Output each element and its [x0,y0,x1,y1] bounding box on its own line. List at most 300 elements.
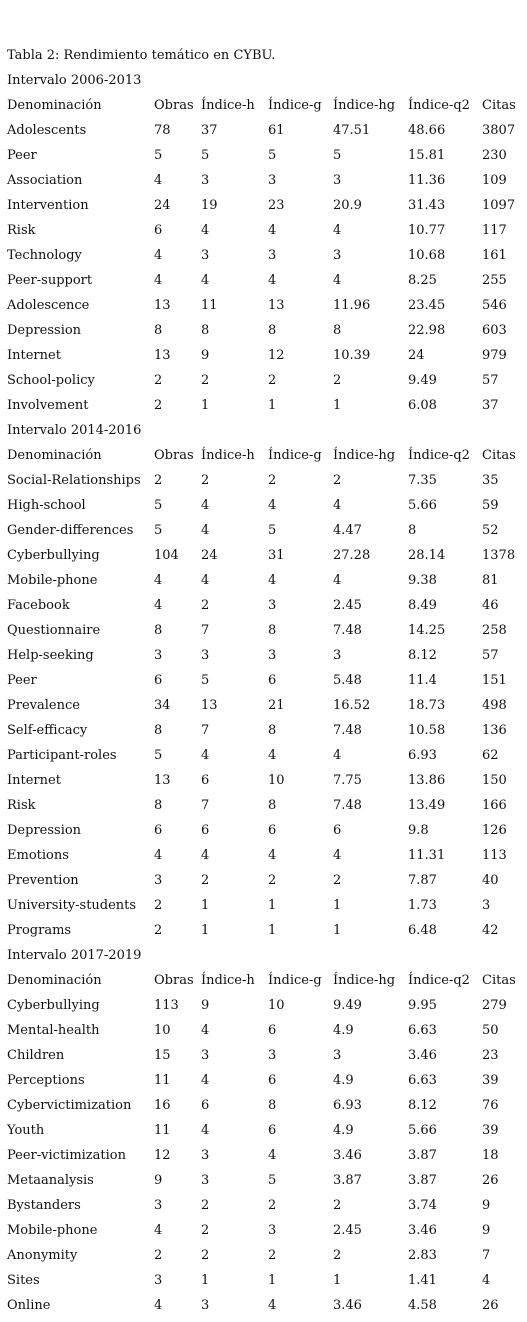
table-cell: 8.49 [408,598,437,613]
header-cell: Citas [482,448,516,463]
table-cell: 3.46 [408,1223,437,1238]
table-cell: 2 [201,598,210,613]
header-cell: Índice-h [201,98,255,113]
table-cell: 18.73 [408,698,446,713]
table-cell: 48.66 [408,123,446,138]
table-cell: 34 [154,698,171,713]
table-cell: 6 [201,773,210,788]
table-cell: 28.14 [408,548,446,563]
table-cell: 11.36 [408,173,446,188]
table-row [0,693,527,718]
table-cell: 4 [333,848,342,863]
table-cell: 9.8 [408,823,429,838]
table-cell: 4 [268,1148,277,1163]
table-cell: 4 [201,1023,210,1038]
table-cell: 3 [201,648,210,663]
table-row [0,1193,527,1218]
table-cell: 8.12 [408,648,437,663]
table-cell: 5 [154,148,163,163]
table-cell: 1 [268,923,277,938]
table-cell: 11.31 [408,848,446,863]
table-cell: 40 [482,873,499,888]
table-cell: University-students [7,898,137,913]
table-cell: 5 [268,148,277,163]
table-cell: 10.77 [408,223,446,238]
table-cell: 4 [268,273,277,288]
table-cell: 8 [268,1098,277,1113]
table-cell: 1.41 [408,1273,437,1288]
table-cell: Peer [7,673,37,688]
table-cell: 4 [201,1073,210,1088]
table-cell: 10.39 [333,348,371,363]
table-cell: 1.73 [408,898,437,913]
table-cell: 2 [154,898,163,913]
table-row [0,293,527,318]
header-cell: Denominación [7,98,102,113]
table-cell: 57 [482,373,499,388]
table-cell: 4 [154,273,163,288]
table-cell: 8.25 [408,273,437,288]
table-cell: 2 [154,473,163,488]
table-cell: Adolescence [7,298,90,313]
table-cell: 46 [482,598,499,613]
table-cell: 13 [154,773,171,788]
table-cell: 31.43 [408,198,446,213]
table-cell: 4 [201,573,210,588]
table-cell: 3 [201,1048,210,1063]
header-cell: Índice-h [201,448,255,463]
table-cell: Risk [7,223,36,238]
table-cell: 4 [154,173,163,188]
table-row [0,818,527,843]
table-cell: 104 [154,548,179,563]
table-cell: Metaanalysis [7,1173,94,1188]
table-cell: 50 [482,1023,499,1038]
table-cell: 5 [201,148,210,163]
table-cell: 13 [201,698,218,713]
table-cell: Depression [7,323,82,338]
table-caption: Tabla 2: Rendimiento temático en CYBU. [7,48,276,63]
table-cell: 4 [268,498,277,513]
table-cell: 1378 [482,548,516,563]
table-cell: 5 [268,1173,277,1188]
table-cell: 279 [482,998,507,1013]
table-cell: 12 [268,348,285,363]
table-cell: 3 [154,1198,163,1213]
table-cell: 3.46 [333,1148,362,1163]
table-cell: 11.96 [333,298,371,313]
header-cell: Índice-hg [333,98,396,113]
table-cell: 4 [154,573,163,588]
table-cell: 39 [482,1073,499,1088]
table-cell: 24 [408,348,425,363]
table-cell: School-policy [7,373,95,388]
table-cell: 47.51 [333,123,371,138]
table-cell: 1097 [482,198,516,213]
table-cell: 13 [268,298,285,313]
table-cell: Social-Relationships [7,473,141,488]
table-row [0,868,527,893]
table-row [0,1118,527,1143]
table-cell: Prevention [7,873,79,888]
header-cell: Índice-g [268,98,322,113]
table-cell: 24 [201,548,218,563]
table-cell: 1 [201,1273,210,1288]
table-cell: 1 [201,398,210,413]
table-cell: 9 [482,1223,491,1238]
table-row [0,593,527,618]
header-cell: Índice-hg [333,448,396,463]
table-cell: 6.63 [408,1023,437,1038]
table-cell: 150 [482,773,507,788]
table-cell: Mental-health [7,1023,100,1038]
table-cell: 3 [154,873,163,888]
table-cell: 3 [268,173,277,188]
table-cell: Mobile-phone [7,573,98,588]
table-cell: 3 [201,1298,210,1313]
table-cell: 4 [201,848,210,863]
table-cell: 57 [482,648,499,663]
interval-heading: Intervalo 2006-2013 [7,73,142,88]
table-row [0,1043,527,1068]
table-cell: 5 [333,148,342,163]
table-cell: Self-efficacy [7,723,88,738]
table-cell: 15.81 [408,148,446,163]
header-cell: Obras [154,448,194,463]
table-cell: 7 [482,1248,491,1263]
table-cell: 6.93 [408,748,437,763]
table-cell: 1 [333,898,342,913]
table-cell: 7.48 [333,798,362,813]
table-cell: Peer [7,148,37,163]
table-cell: 4 [268,1298,277,1313]
table-cell: 4 [201,523,210,538]
table-cell: 3 [333,648,342,663]
table-cell: 8 [268,323,277,338]
table-cell: Children [7,1048,65,1063]
table-cell: Involvement [7,398,89,413]
table-cell: 2 [268,1198,277,1213]
table-cell: 7 [201,798,210,813]
table-cell: 7.35 [408,473,437,488]
table-cell: 2 [268,473,277,488]
table-cell: 6 [154,823,163,838]
table-row [0,568,527,593]
table-cell: 2 [201,873,210,888]
table-row [0,218,527,243]
table-cell: 113 [482,848,507,863]
table-cell: Technology [7,248,82,263]
table-cell: 20.9 [333,198,362,213]
header-cell: Obras [154,973,194,988]
interval-heading: Intervalo 2017-2019 [7,948,142,963]
table-cell: Cybervictimization [7,1098,132,1113]
table-cell: 11 [154,1073,171,1088]
table-cell: 2 [333,1248,342,1263]
table-cell: 15 [154,1048,171,1063]
table-cell: 7.48 [333,723,362,738]
table-cell: 52 [482,523,499,538]
table-cell: 2 [201,1248,210,1263]
table-cell: 2 [333,873,342,888]
table-cell: Internet [7,773,61,788]
table-cell: 1 [333,923,342,938]
table-cell: 2.45 [333,598,362,613]
table-cell: 22.98 [408,323,446,338]
table-cell: 2 [154,373,163,388]
table-cell: 19 [201,198,218,213]
table-cell: 5 [268,523,277,538]
table-cell: 2.45 [333,1223,362,1238]
table-cell: 6.48 [408,923,437,938]
table-cell: Sites [7,1273,40,1288]
table-row [0,168,527,193]
table-cell: 1 [333,398,342,413]
table-cell: 10 [268,773,285,788]
header-row [0,93,527,118]
table-cell: 4 [333,748,342,763]
table-cell: 2.83 [408,1248,437,1263]
table-cell: 6 [268,823,277,838]
table-cell: 7 [201,623,210,638]
table-cell: 3 [333,1048,342,1063]
table-row [0,193,527,218]
table-cell: Mobile-phone [7,1223,98,1238]
table-cell: 4 [482,1273,491,1288]
table-cell: 6 [333,823,342,838]
table-cell: Programs [7,923,72,938]
table-cell: 1 [268,1273,277,1288]
table-cell: 8 [154,723,163,738]
table-cell: 23 [482,1048,499,1063]
table-cell: 23 [268,198,285,213]
table-row [0,643,527,668]
table-cell: 31 [268,548,285,563]
table-cell: Anonymity [7,1248,78,1263]
table-cell: 1 [268,398,277,413]
table-cell: 4.58 [408,1298,437,1313]
table-row [0,718,527,743]
table-row [0,1143,527,1168]
table-row [0,393,527,418]
table-cell: 4 [333,498,342,513]
table-cell: 1 [333,1273,342,1288]
table-cell: 2 [154,1248,163,1263]
table-cell: 546 [482,298,507,313]
table-cell: 21 [268,698,285,713]
table-cell: 258 [482,623,507,638]
table-cell: 23.45 [408,298,446,313]
table-cell: 498 [482,698,507,713]
table-cell: 16 [154,1098,171,1113]
table-cell: 5 [154,498,163,513]
table-row [0,1168,527,1193]
header-cell: Índice-h [201,973,255,988]
table-cell: 6 [201,823,210,838]
table-cell: 78 [154,123,171,138]
header-row [0,443,527,468]
interval-heading: Intervalo 2014-2016 [7,423,142,438]
table-cell: 3.46 [333,1298,362,1313]
table-row [0,543,527,568]
table-cell: Peer-victimization [7,1148,126,1163]
table-cell: 8 [333,323,342,338]
table-cell: 4 [201,1123,210,1138]
table-cell: 10 [154,1023,171,1038]
table-row [0,343,527,368]
table-cell: 3 [201,248,210,263]
table-cell: Facebook [7,598,70,613]
table-cell: 4.47 [333,523,362,538]
table-row [0,1293,527,1318]
table-cell: 6 [201,1098,210,1113]
table-cell: 14.25 [408,623,446,638]
table-cell: 126 [482,823,507,838]
table-cell: 8 [408,523,417,538]
table-cell: 9 [201,348,210,363]
table-row [0,268,527,293]
header-cell: Denominación [7,448,102,463]
table-row [0,243,527,268]
table-cell: 5.66 [408,498,437,513]
table-cell: 3 [482,898,491,913]
table-row [0,1018,527,1043]
table-cell: 8 [154,323,163,338]
table-cell: 18 [482,1148,499,1163]
table-cell: Depression [7,823,82,838]
table-cell: 62 [482,748,499,763]
header-cell: Citas [482,973,516,988]
table-cell: 3 [201,1148,210,1163]
table-cell: 2 [333,473,342,488]
table-cell: Prevalence [7,698,80,713]
table-row [0,743,527,768]
table-cell: Perceptions [7,1073,85,1088]
table-cell: 6.93 [333,1098,362,1113]
table-cell: 4 [333,223,342,238]
table-row [0,668,527,693]
table-cell: 3 [268,598,277,613]
table-cell: 4 [154,248,163,263]
table-cell: 8 [268,623,277,638]
table-cell: 4 [333,273,342,288]
table-cell: 9.49 [408,373,437,388]
table-cell: 8 [268,723,277,738]
table-cell: 2 [268,373,277,388]
table-cell: 2 [333,1198,342,1213]
table-cell: 26 [482,1298,499,1313]
table-cell: 4 [154,1223,163,1238]
table-cell: 4 [268,748,277,763]
table-cell: Intervention [7,198,89,213]
table-cell: Emotions [7,848,69,863]
table-cell: 16.52 [333,698,371,713]
header-cell: Obras [154,98,194,113]
table-row [0,1068,527,1093]
table-cell: 5 [154,748,163,763]
table-cell: Help-seeking [7,648,94,663]
table-cell: Internet [7,348,61,363]
table-cell: 81 [482,573,499,588]
table-cell: 6 [154,673,163,688]
table-cell: 5.66 [408,1123,437,1138]
table-cell: 3 [154,648,163,663]
table-cell: 3 [333,173,342,188]
table-row [0,1218,527,1243]
table-cell: 11 [154,1123,171,1138]
table-cell: 113 [154,998,179,1013]
header-cell: Índice-q2 [408,448,470,463]
table-cell: 10 [268,998,285,1013]
table-cell: 3.87 [333,1173,362,1188]
table-cell: 7.75 [333,773,362,788]
table-row [0,768,527,793]
table-row [0,118,527,143]
table-cell: 4.9 [333,1123,354,1138]
table-cell: 8 [154,798,163,813]
table-cell: 3 [201,173,210,188]
table-cell: 4 [154,1298,163,1313]
table-cell: 161 [482,248,507,263]
table-cell: 4 [201,223,210,238]
table-cell: 13 [154,298,171,313]
table-cell: 11.4 [408,673,437,688]
table-cell: 3.87 [408,1148,437,1163]
table-cell: 9.95 [408,998,437,1013]
table-row [0,843,527,868]
table-cell: Gender-differences [7,523,134,538]
table-cell: 7.87 [408,873,437,888]
table-cell: 76 [482,1098,499,1113]
table-cell: 4 [154,598,163,613]
table-row [0,518,527,543]
table-cell: 6 [268,1023,277,1038]
table-cell: 9 [201,998,210,1013]
table-cell: 4 [201,748,210,763]
table-cell: 3 [268,248,277,263]
table-cell: 7.48 [333,623,362,638]
table-cell: 13.86 [408,773,446,788]
table-cell: 10.58 [408,723,446,738]
table-cell: 13 [154,348,171,363]
table-cell: 8 [154,623,163,638]
table-cell: 11 [201,298,218,313]
table-row [0,793,527,818]
header-cell: Índice-g [268,448,322,463]
table-cell: 3 [268,648,277,663]
table-cell: 136 [482,723,507,738]
table-cell: 6 [154,223,163,238]
table-cell: 13.49 [408,798,446,813]
table-cell: 39 [482,1123,499,1138]
table-cell: 4 [268,848,277,863]
table-cell: 2 [201,473,210,488]
table-cell: Adolescents [7,123,87,138]
table-cell: 37 [201,123,218,138]
table-cell: Risk [7,798,36,813]
table-cell: 5 [201,673,210,688]
table-cell: 1 [268,898,277,913]
table-cell: 26 [482,1173,499,1188]
table-cell: 230 [482,148,507,163]
table-cell: 6 [268,1073,277,1088]
table-cell: Association [7,173,83,188]
table-cell: 3.87 [408,1173,437,1188]
table-cell: 42 [482,923,499,938]
table-cell: 12 [154,1148,171,1163]
table-cell: 6.63 [408,1073,437,1088]
table-cell: 9.49 [333,998,362,1013]
